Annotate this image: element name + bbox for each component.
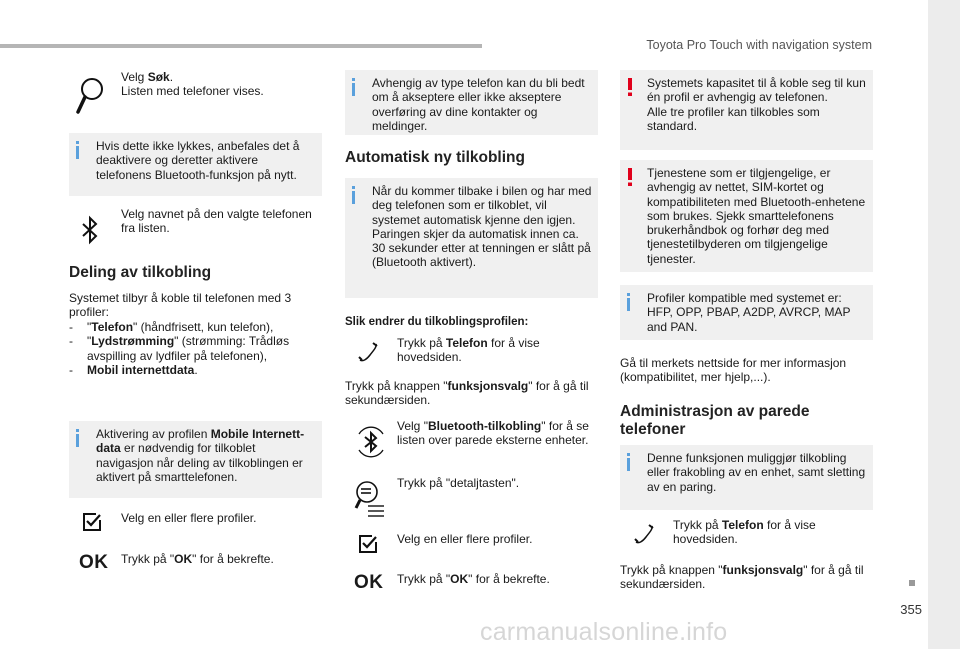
info-icon [74,429,87,447]
list-item: - "Telefon" (håndfrisett, kun telefon), [69,320,274,334]
list-item: - "Lydstrømming" (strømming: Trådløs avspilling av lydfiler på telefonen), [69,334,290,363]
info-note-manage: Denne funksjonen muliggjør tilkobling eller frakobling av en enhet, samt sletting av en paring. [620,445,873,510]
header-title: Toyota Pro Touch with navigation system [646,38,872,52]
section-heading-auto-reconnect: Automatisk ny tilkobling [345,149,525,166]
step-select-phone: Velg navnet på den valgte telefonen fra listen. [121,207,312,236]
header-rule [0,44,482,48]
para-options-button-2: Trykk på knappen "funksjonsvalg" for å gå til sekundærsiden. [620,563,864,592]
info-note-retry: Hvis dette ikke lykkes, anbefales det å deaktivere og deretter aktivere telefonens Bluetooth-funksjon på nytt. [69,133,322,196]
bluetooth-icon [81,215,99,245]
step-confirm-2: Trykk på "OK" for å bekrefte. [397,572,550,586]
watermark: carmanualsonline.info [480,618,728,646]
step-search: Velg Søk. Listen med telefoner vises. [121,70,264,99]
list-item: - Mobil internettdata. [69,362,198,377]
details-icon [354,478,386,518]
info-note-compatible-profiles: Profiler kompatible med systemet er: HFP, OPP, PBAP, A2DP, AVRCP, MAP and PAN. [620,285,873,340]
info-note-mobile-data: Aktivering av profilen Mobile Internett-data er nødvendig for tilkoblet navigasjon når deling av tilkoblingen er aktivert på smarttelefonen. [69,421,322,498]
info-icon [74,141,87,159]
info-note-accept: Avhengig av type telefon kan du bli bedt om å akseptere eller ikke akseptere overføring av dine kontakter og meldinger. [345,70,598,135]
info-icon [350,78,363,96]
subheading-change-profile: Slik endrer du tilkoblingsprofilen: [345,316,529,328]
info-icon [625,453,638,471]
step-confirm: Trykk på "OK" for å bekrefte. [121,552,274,566]
page-side-tab [928,0,960,649]
profile-list [69,320,319,377]
checkbox-icon [358,534,378,554]
checkbox-icon [82,512,102,532]
phone-handset-icon [632,522,656,546]
bluetooth-connection-icon [355,422,387,462]
step-bluetooth-connection: Velg "Bluetooth-tilkobling" for å se listen over parede eksterne enheter. [397,419,589,448]
info-note-auto-pair: Når du kommer tilbake i bilen og har med deg telefonen som er tilkoblet, vil systemet automatisk kjenne den igjen. Paringen skjer da automatisk innen ca. 30 sekunder etter at tenningen er slått på (Bluetooth aktivert). [345,178,598,298]
warning-icon [625,78,638,96]
step-details: Trykk på "detaljtasten". [397,476,520,490]
info-icon [350,186,363,204]
section-heading-sharing: Deling av tilkobling [69,264,212,281]
para-options-button: Trykk på knappen "funksjonsvalg" for å gå til sekundærsiden. [345,379,589,408]
page-marker [909,580,915,586]
phone-handset-icon [356,340,380,364]
section-heading-manage-paired: Administrasjon av parede telefoner [620,403,810,438]
step-telefon: Trykk på Telefon for å vise hovedsiden. [397,336,540,365]
warning-note-services: Tjenestene som er tilgjengelige, er avhengig av nettet, SIM-kortet og kompatibiliteten med Bluetooth-enhetene som brukes. Sjekk smarttelefonens brukerhåndbok og forhør deg med tjenestetilbyderen om tilgjengelige tjenester. [620,160,873,272]
step-select-profiles-2: Velg en eller flere profiler. [397,532,533,546]
search-icon [76,76,106,116]
ok-icon: OK [354,572,384,593]
warning-note-profile: Systemets kapasitet til å koble seg til kun én profil er avhengig av telefonen. Alle tre profiler kan tilkobles som standard. [620,70,873,150]
step-select-profiles: Velg en eller flere profiler. [121,511,257,525]
ok-icon: OK [79,552,109,573]
para-website: Gå til merkets nettside for mer informasjon (kompatibilitet, mer hjelp,...). [620,356,847,385]
info-icon [625,293,638,311]
page-number: 355 [900,602,922,617]
warning-icon [625,168,638,186]
sharing-intro: Systemet tilbyr å koble til telefonen med 3 profiler: [69,291,292,320]
step-telefon-2: Trykk på Telefon for å vise hovedsiden. [673,518,816,547]
